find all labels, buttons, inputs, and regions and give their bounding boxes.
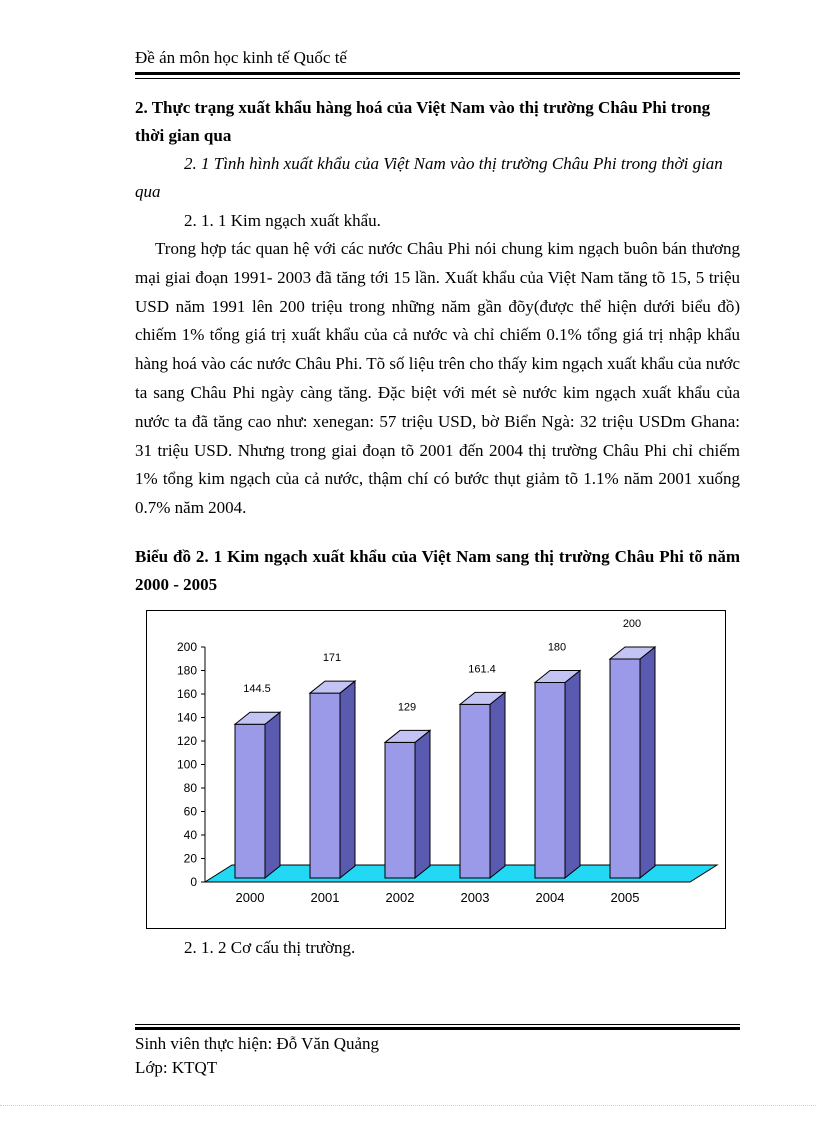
section-heading: 2. Thực trạng xuất khẩu hàng hoá của Việt Nam vào thị trường Châu Phi trong thời gian qua bbox=[135, 98, 711, 145]
bar-front bbox=[235, 724, 265, 878]
footer-block bbox=[135, 1032, 379, 1080]
chart-frame bbox=[146, 610, 726, 929]
y-tick-label: 120 bbox=[176, 734, 197, 748]
bar-front bbox=[535, 683, 565, 879]
y-tick-label: 100 bbox=[176, 757, 197, 772]
bar-side bbox=[565, 671, 580, 879]
next-subsubheading: 2. 1. 2 Cơ cấu thị trường. bbox=[184, 938, 356, 957]
x-tick-label: 2004 bbox=[535, 890, 565, 905]
bar-front bbox=[385, 742, 415, 878]
y-tick-label: 40 bbox=[183, 828, 197, 842]
header-rule-thick bbox=[135, 72, 740, 75]
x-tick-label: 2000 bbox=[235, 890, 265, 905]
footer-student: Sinh viên thực hiện: Đỗ Văn Quảng bbox=[135, 1034, 380, 1053]
header-rule-thin bbox=[135, 78, 740, 79]
x-tick-label: 2003 bbox=[460, 890, 490, 905]
x-tick-label: 2002 bbox=[385, 890, 415, 905]
body-paragraph: Trong hợp tác quan hệ với các nước Châu Phi nói chung kim ngạch buôn bán thương mại giai đoạn 1991- 2003 đã tăng tới 15 lần. Xuất khẩu của Việt Nam tăng tõ 15, 5 triệu USD năm 1991 lên 200 triệu trong những năm gần đõy(được thể hiện dưới biểu đồ) chiếm 1% tổng giá trị xuất khẩu của cả nước và chỉ chiếm 0.1% tổng giá trị nhập khẩu hàng hoá vào các nước Châu Phi. Tõ số liệu trên cho thấy kim ngạch xuất khẩu của nước ta sang Châu Phi ngày càng tăng. Đặc biệt với mét sè nước kim ngạch xuất khẩu của nước ta đã tăng cao như: xenegan: 57 triệu USD, bờ Biển Ngà: 32 triệu USDm Ghana: 31 triệu USD. Nhưng trong giai đoạn tõ 2001 đến 2004 thị trường Châu Phi chỉ chiếm 1% tổng kim ngạch của cả nước, thậm chí có bước thụt giảm tõ 1.1% năm 2001 xuống 0.7% năm 2004. bbox=[135, 239, 740, 518]
page-bottom-dotted-line bbox=[0, 1105, 816, 1106]
bar-front bbox=[610, 659, 640, 878]
y-tick-label: 80 bbox=[183, 781, 197, 795]
footer-class: Lớp: KTQT bbox=[135, 1058, 218, 1077]
y-tick-label: 200 bbox=[176, 640, 197, 654]
bar-side bbox=[265, 712, 280, 878]
page-header-title: Đề án môn học kinh tế Quốc tế bbox=[135, 48, 347, 67]
bar-data-label: 129 bbox=[397, 701, 417, 714]
chart-caption: Biểu đồ 2. 1 Kim ngạch xuất khẩu của Việt Nam sang thị trường Châu Phi tõ năm 2000 - 2005 bbox=[135, 547, 740, 594]
bar-data-label: 200 bbox=[622, 618, 642, 630]
bar-front bbox=[310, 693, 340, 878]
section-subsubheading: 2. 1. 1 Kim ngạch xuất khẩu. bbox=[184, 211, 381, 230]
y-tick-label: 140 bbox=[176, 710, 197, 725]
bar-data-label: 144.5 bbox=[243, 683, 271, 696]
footer-rule-thin bbox=[135, 1024, 740, 1025]
bar-side bbox=[490, 692, 505, 878]
bar-chart bbox=[147, 611, 725, 928]
y-tick-label: 180 bbox=[176, 663, 197, 678]
bar-side bbox=[340, 681, 355, 878]
x-tick-label: 2005 bbox=[610, 890, 640, 905]
y-tick-label: 60 bbox=[183, 804, 197, 819]
y-tick-label: 160 bbox=[176, 687, 197, 701]
section-subheading: 2. 1 Tình hình xuất khẩu của Việt Nam vào thị trường Châu Phi trong thời gian qua bbox=[135, 154, 723, 201]
footer-rule-thick bbox=[135, 1027, 740, 1030]
bar-side bbox=[640, 647, 655, 878]
bar-side bbox=[415, 730, 430, 878]
x-tick-label: 2001 bbox=[310, 890, 340, 905]
bar-data-label: 180 bbox=[547, 641, 567, 654]
bar-data-label: 171 bbox=[322, 652, 342, 665]
y-tick-label: 0 bbox=[190, 875, 197, 889]
y-tick-label: 20 bbox=[183, 851, 197, 866]
bar-front bbox=[460, 704, 490, 878]
bar-data-label: 161.4 bbox=[468, 663, 496, 676]
